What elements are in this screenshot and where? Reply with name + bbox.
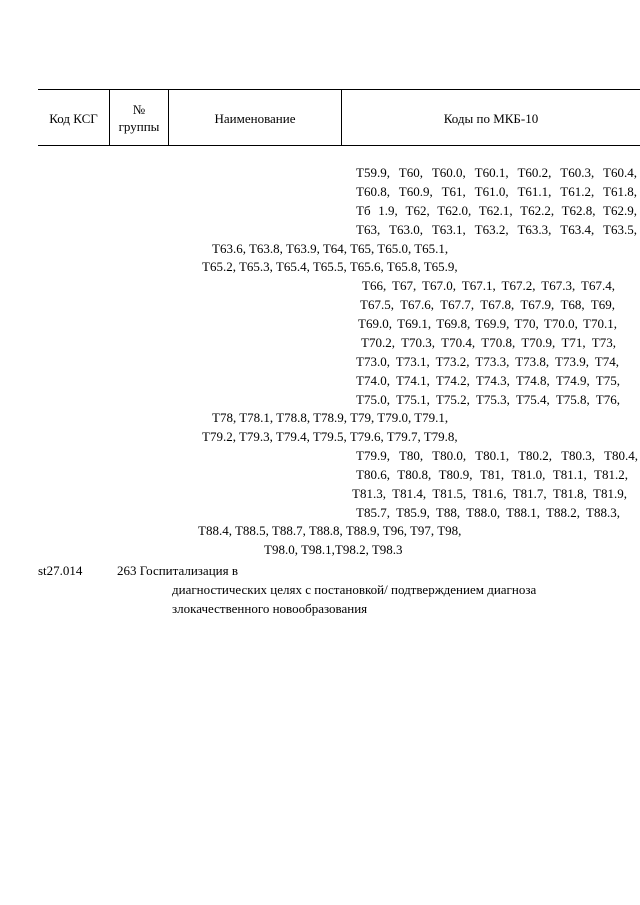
header-icd10-codes: Коды по МКБ-10: [443, 110, 539, 126]
icd-codes-line: T73.0, T73.1, T73.2, T73.3, T73.8, T73.9, T74,: [356, 354, 619, 369]
header-group-number: № группы: [118, 102, 160, 134]
group-and-name: 263 Госпитализация в: [117, 563, 238, 578]
ksg-code: st27.014: [38, 563, 83, 578]
icd-codes-line: T75.0, T75.1, T75.2, T75.3, T75.4, T75.8, T76,: [356, 392, 620, 407]
icd-codes-line: T88.4, T88.5, T88.7, T88.8, T88.9, T96, T97, T98,: [198, 523, 462, 538]
icd-codes-line: T67.5, T67.6, T67.7, T67.8, T67.9, T68, T69,: [360, 297, 615, 312]
name-continuation: злокачественного новообразования: [172, 601, 368, 616]
icd-codes-line: T63.6, T63.8, T63.9, T64, T65, T65.0, T65.1,: [212, 241, 449, 256]
header-name: Наименование: [214, 110, 296, 126]
icd-codes-line: T98.0, T98.1,T98.2, T98.3: [264, 542, 403, 557]
icd-codes-line: T78, T78.1, T78.8, T78.9, T79, T79.0, T79.1,: [212, 410, 449, 425]
icd-codes-line: T60.8, T60.9, T61, T61.0, T61.1, T61.2, T61.8,: [356, 184, 637, 199]
header-ksg-code: Код КСГ: [49, 110, 98, 126]
table-header: [38, 89, 640, 146]
icd-codes-line: T65.2, T65.3, T65.4, T65.5, T65.6, T65.8, T65.9,: [202, 259, 458, 274]
icd-codes-line: T63, T63.0, T63.1, T63.2, T63.3, T63.4, T63.5,: [356, 222, 637, 237]
icd-codes-line: T81.3, T81.4, T81.5, T81.6, T81.7, T81.8, T81.9,: [352, 486, 627, 501]
icd-codes-line: T66, T67, T67.0, T67.1, T67.2, T67.3, T67.4,: [362, 278, 615, 293]
icd-codes-line: T74.0, T74.1, T74.2, T74.3, T74.8, T74.9, T75,: [356, 373, 620, 388]
icd-codes-line: T79.9, T80, T80.0, T80.1, T80.2, T80.3, T80.4,: [356, 448, 638, 463]
icd-codes-line: T69.0, T69.1, T69.8, T69.9, T70, T70.0, T70.1,: [358, 316, 617, 331]
icd-codes-line: Tб 1.9, T62, T62.0, T62.1, T62.2, T62.8, T62.9,: [356, 203, 637, 218]
icd-codes-line: T80.6, T80.8, T80.9, T81, T81.0, T81.1, T81.2,: [356, 467, 628, 482]
icd-codes-line: T79.2, T79.3, T79.4, T79.5, T79.6, T79.7, T79.8,: [202, 429, 458, 444]
icd-codes-line: T85.7, T85.9, T88, T88.0, T88.1, T88.2, T88.3,: [356, 505, 620, 520]
icd-codes-line: T70.2, T70.3, T70.4, T70.8, T70.9, T71, T73,: [361, 335, 616, 350]
name-continuation: диагностических целях с постановкой/ подтверждением диагноза: [172, 582, 537, 597]
icd-codes-line: T59.9, T60, T60.0, T60.1, T60.2, T60.3, T60.4,: [356, 165, 637, 180]
